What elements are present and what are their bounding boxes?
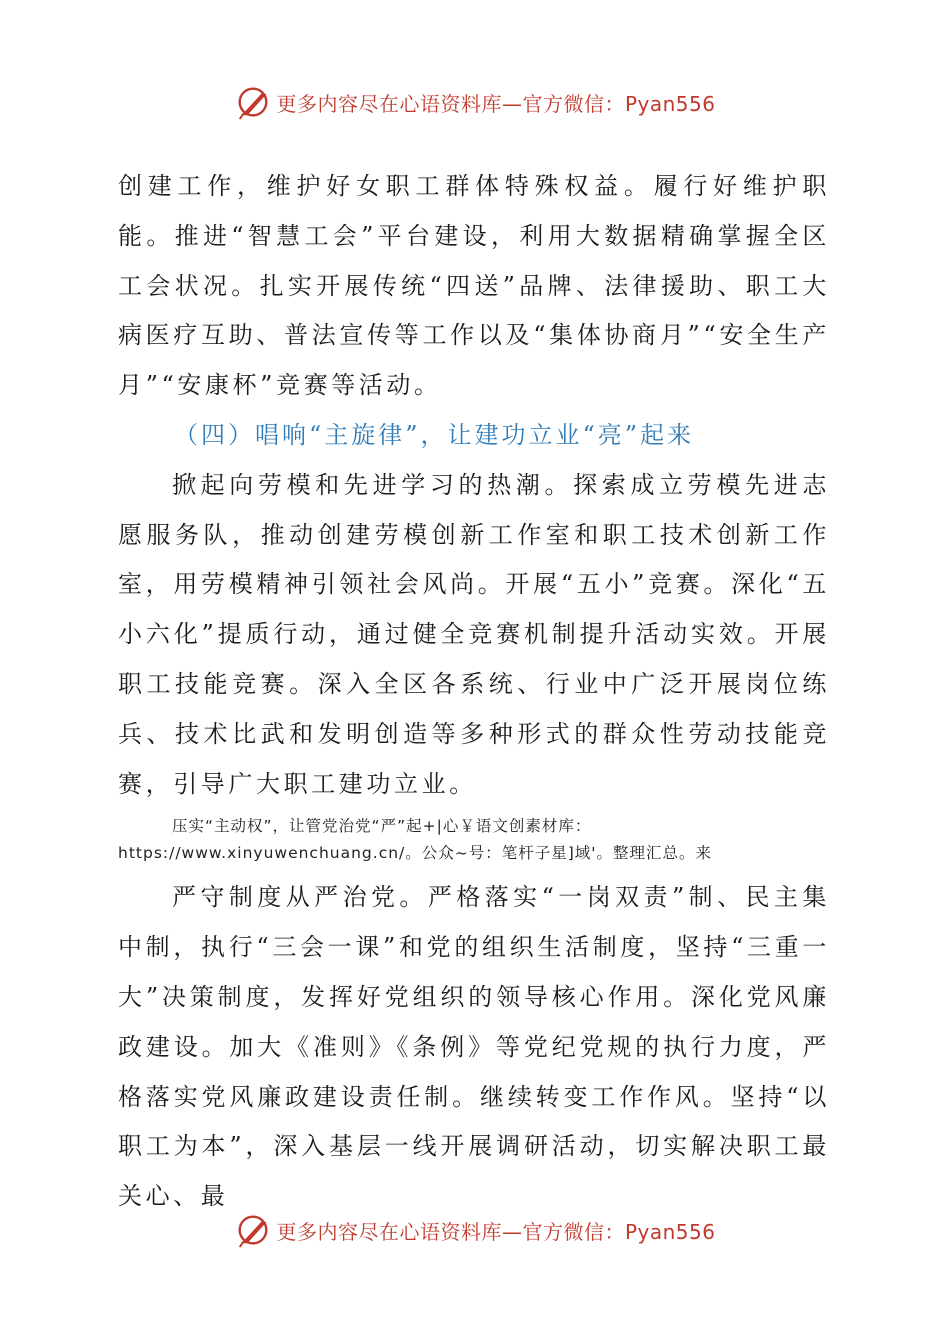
pen-logo-icon bbox=[234, 83, 272, 121]
header-banner bbox=[0, 80, 950, 124]
header-banner-text: 更多内容尽在心语资料库—官方微信：Pyan556 bbox=[276, 91, 716, 116]
paragraph-2: 掀起向劳模和先进学习的热潮。探索成立劳模先进志愿服务队，推动创建劳模创新工作室和职工技术创新工作室，用劳模精神引领社会风尚。开展“五小”竞赛。深化“五小六化”提质行动，通过健全竞赛机制提升活动实效。开展职工技能竞赛。深入全区各系统、行业中广泛开展岗位练兵、技术比武和发明创造等多种形式的群众性劳动技能竞赛，引导广大职工建功立业。 bbox=[118, 470, 830, 798]
pen-logo-icon bbox=[234, 1211, 272, 1249]
footer-banner bbox=[0, 1208, 950, 1252]
paragraph-3: 严守制度从严治党。严格落实“一岗双责”制、民主集中制，执行“三会一课”和党的组织生活制度，坚持“三重一大”决策制度，发挥好党组织的领导核心作用。深化党风廉政建设。加大《准则》《条例》等党纪党规的执行力度，严格落实党风廉政建设责任制。继续转变工作作风。坚持“以职工为本”，深入基层一线开展调研活动，切实解决职工最关心、最 bbox=[118, 883, 830, 1211]
watermark-note: 压实“主动权”，让管党治党“严”起+|心￥语文创素材库：https://www.xinyuwenchuang.cn/。公众~号：笔杆子星]域'。整理汇总。来 bbox=[118, 817, 713, 863]
section-heading-4: （四）唱响“主旋律”，让建功立业“亮”起来 bbox=[174, 420, 695, 449]
paragraph-1: 创建工作，维护好女职工群体特殊权益。履行好维护职能。推进“智慧工会”平台建设，利用大数据精确掌握全区工会状况。扎实开展传统“四送”品牌、法律援助、职工大病医疗互助、普法宣传等工作以及“集体协商月”“安全生产月”“安康杯”竞赛等活动。 bbox=[118, 172, 830, 400]
document-body bbox=[118, 162, 830, 1222]
footer-banner-text: 更多内容尽在心语资料库—官方微信：Pyan556 bbox=[276, 1219, 716, 1244]
